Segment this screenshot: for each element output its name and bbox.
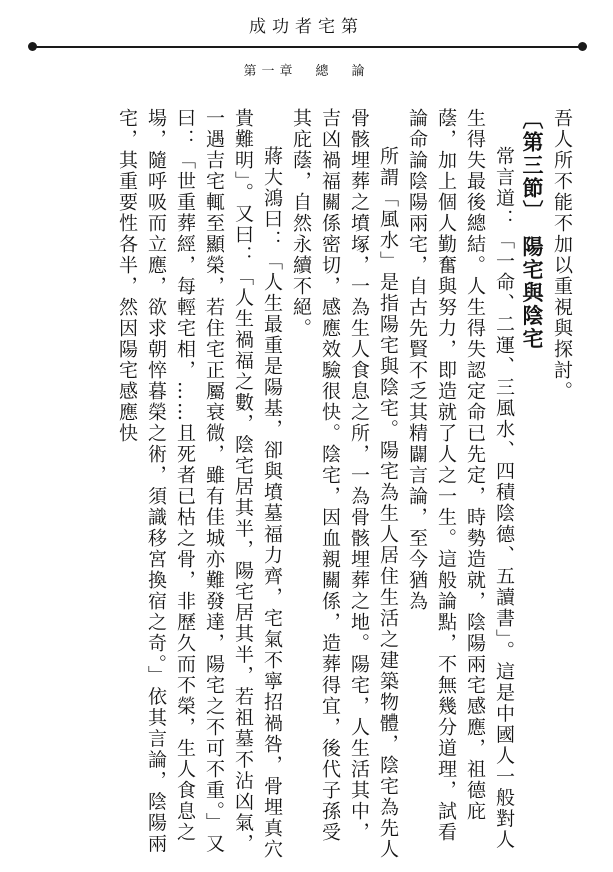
paragraph-2: 所謂「風水」是指陽宅與陰宅。陽宅為生人居住生活之建築物體，陰宅為先人骨骸埋葬之墳塚，一為生人食息之所，一為骨骸埋葬之地。陽宅，人生活其中，吉凶禍福關係密切，感應效驗很快。陰宅，因血親關係，造葬得宜，後代子孫受其庇蔭，自然永續不絕。 [290,108,399,860]
vertical-body-text [40,108,576,860]
chapter-subheader: 第一章 總 論 [243,64,370,79]
paragraph-continuation: 吾人所不能不加以重視與探討。 [551,108,573,402]
running-header: 成功者宅第 [249,17,364,37]
section-title: 〔第三節〕 陽宅與陰宅 [520,108,545,351]
header-rule [32,46,582,48]
paragraph-1: 常言道：「一命、二運、三風水、四積陰德、五讀書」。這是中國人一般對人生得失最後總結。人生得失認定命已先定，時勢造就，陰陽兩宅感應，祖德庇蔭，加上個人勤奮與努力，即造就了人之一生。這般論點，不無幾分道理，試看論命論陰陽兩宅，自古先賢不乏其精闢言論，至今猶為 [406,108,515,851]
paragraph-3: 蔣大鴻曰：「人生最重是陽基，卻與墳墓福力齊，宅氣不寧招禍咎，骨埋真穴貴難明」。又曰：「人生禍福之數，陰宅居其半，陽宅居其半，若祖墓不沾凶氣，一遇吉宅輒至顯榮，若住宅正屬衰微，雖有佳城亦難發達，陽宅之不可不重。」又曰：「世重葬經，每輕宅相，……且死者已枯之骨，非歷久而不榮，生人食息之場，隨呼吸而立應，欲求朝悴暮榮之術，須識移宮換宿之奇。」依其言論，陰陽兩宅，其重要性各半，然因陽宅感應快 [116,108,283,860]
rule-right-dot [578,42,587,51]
